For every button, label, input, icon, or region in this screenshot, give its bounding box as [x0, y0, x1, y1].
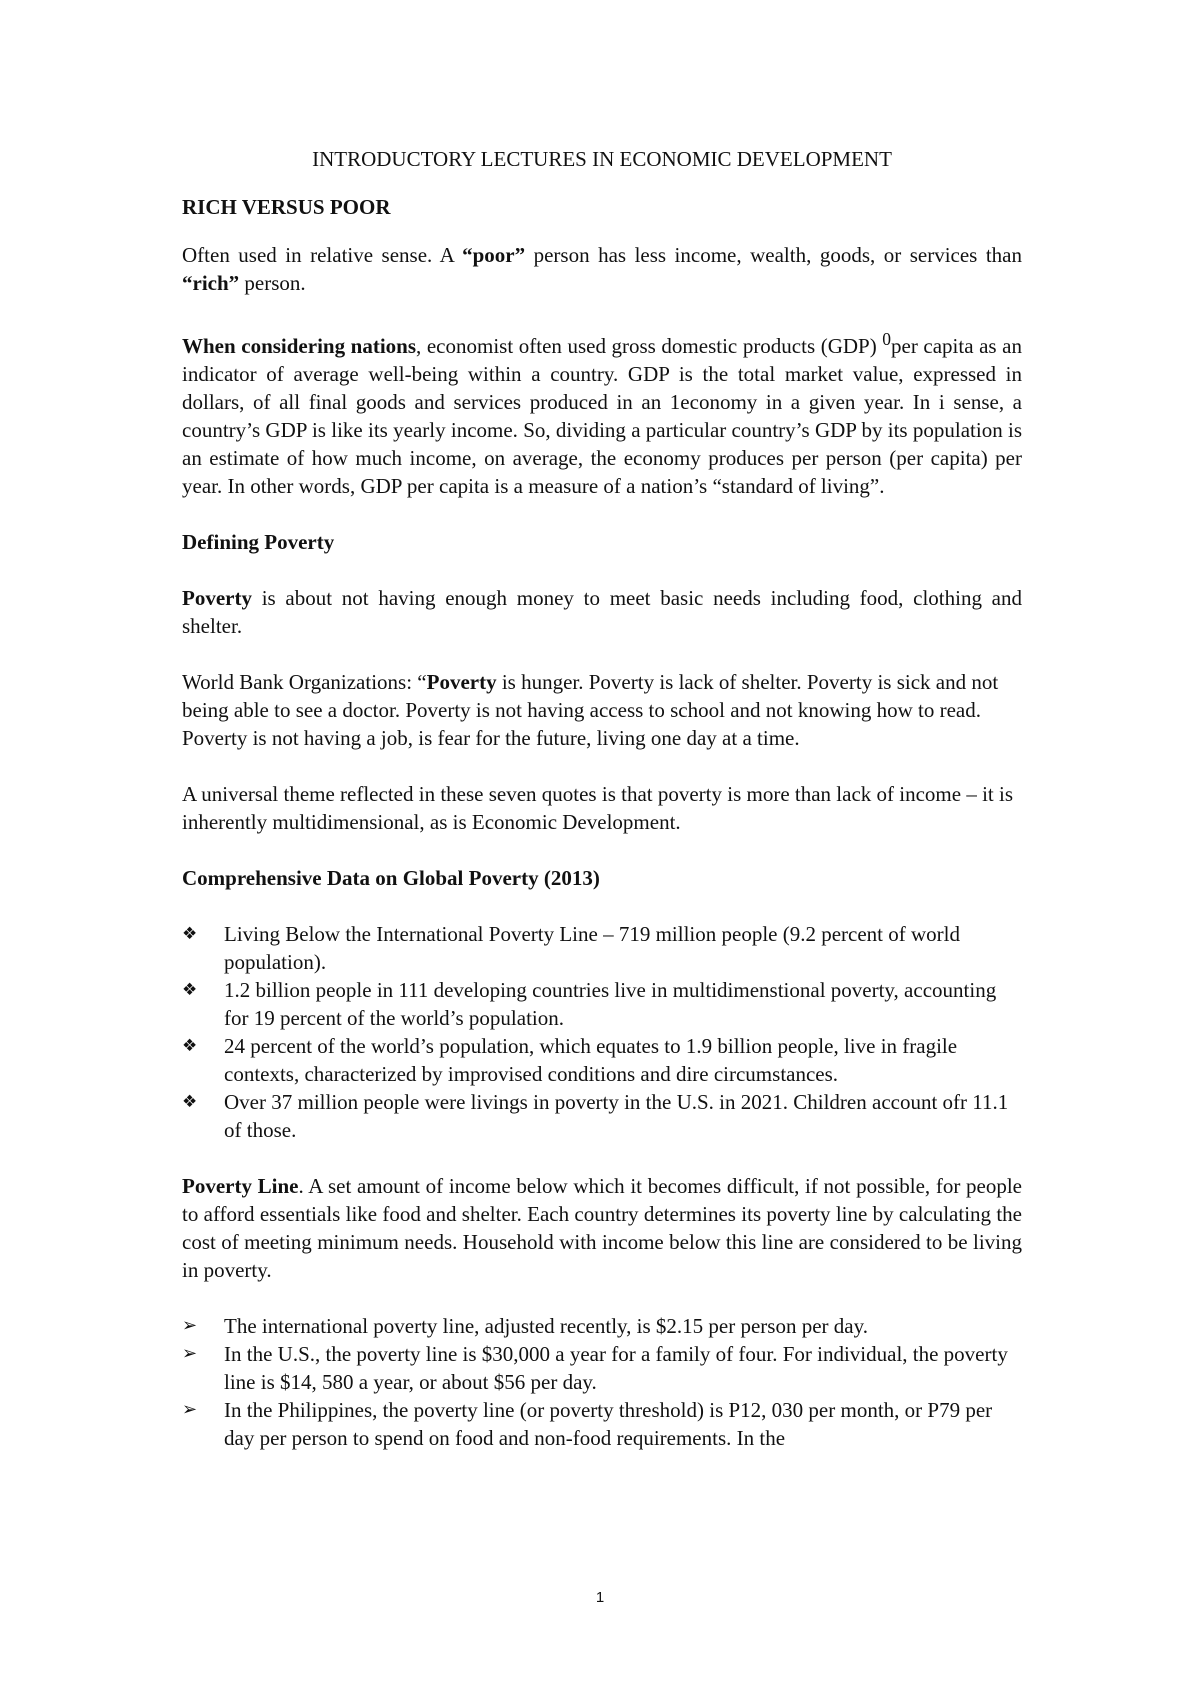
document-title: INTRODUCTORY LECTURES IN ECONOMIC DEVELOPMENT [312, 147, 892, 171]
list-item-text: Living Below the International Poverty Line – 719 million people (9.2 percent of world population). [224, 922, 960, 974]
paragraph-gdp [182, 325, 1022, 500]
list-item-text: In the Philippines, the poverty line (or poverty threshold) is P12, 030 per month, or P79 per day per person to spend on food and non-food requirements. In the [224, 1398, 993, 1450]
list-item [182, 1312, 1022, 1340]
list-item [182, 1088, 1022, 1144]
text-run: . A set amount of income below which it becomes difficult, if not possible, for people to afford essentials like food and shelter. Each country determines its poverty line by calculating the cost of meeting minimum needs. Household with income below this line are considered to be living in poverty. [182, 1174, 1022, 1282]
paragraph-world-bank-quote [182, 668, 1022, 752]
superscript-marker: 0 [882, 329, 892, 349]
global-poverty-bullet-list [182, 920, 1022, 1144]
text-run: World Bank Organizations: “ [182, 670, 427, 694]
paragraph-poverty-definition [182, 584, 1022, 640]
bold-term-nations: When considering nations [182, 334, 417, 358]
text-run: , economist often used gross domestic products (GDP) [416, 334, 883, 358]
text-run: person has less income, wealth, goods, or services than [525, 243, 1022, 267]
document-body [182, 145, 1022, 1480]
list-item-text: 1.2 billion people in 111 developing countries live in multidimenstional poverty, accounting for 19 percent of the world’s population. [224, 978, 997, 1030]
bold-term-poverty: Poverty [182, 586, 252, 610]
bold-term-poverty-line: Poverty Line [182, 1174, 299, 1198]
heading-defining-poverty: Defining Poverty [182, 530, 335, 554]
arrow-bullet-icon: ➢ [182, 1315, 198, 1336]
page-number: 1 [595, 1589, 605, 1606]
list-item [182, 1396, 1022, 1452]
diamond-bullet-icon: ❖ [182, 1036, 198, 1056]
bold-term-rich: “rich” [182, 271, 240, 295]
text-run: Often used in relative sense. A [182, 243, 463, 267]
paragraph-universal-theme: A universal theme reflected in these seven quotes is that poverty is more than lack of income – it is inherently multidimensional, as is Economic Development. [182, 782, 1014, 834]
diamond-bullet-icon: ❖ [182, 980, 198, 1000]
bold-term-poor: “poor” [462, 243, 526, 267]
arrow-bullet-icon: ➢ [182, 1343, 198, 1364]
text-run: person. [239, 271, 306, 295]
list-item [182, 1032, 1022, 1088]
heading-rich-versus-poor: RICH VERSUS POOR [182, 195, 391, 219]
list-item [182, 1340, 1022, 1396]
diamond-bullet-icon: ❖ [182, 1092, 198, 1112]
list-item [182, 976, 1022, 1032]
bold-term-poverty: Poverty [426, 670, 497, 694]
paragraph-relative-sense [182, 241, 1022, 297]
heading-global-poverty-data: Comprehensive Data on Global Poverty (2013) [182, 866, 600, 890]
list-item-text: Over 37 million people were livings in poverty in the U.S. in 2021. Children account ofr 11.1 of those. [224, 1090, 1009, 1142]
diamond-bullet-icon: ❖ [182, 924, 198, 944]
list-item-text: 24 percent of the world’s population, which equates to 1.9 billion people, live in fragile contexts, characterized by improvised conditions and dire circumstances. [224, 1034, 958, 1086]
list-item-text: In the U.S., the poverty line is $30,000 a year for a family of four. For individual, the poverty line is $14, 580 a year, or about $56 per day. [224, 1342, 1008, 1394]
text-run: is hunger. Poverty is lack of shelter. Poverty is sick and not being able to see a doctor. Poverty is not having access to school and not knowing how to read. Poverty is not having a job, is fear for the future, living one day at a time. [182, 670, 999, 750]
arrow-bullet-icon: ➢ [182, 1399, 198, 1420]
list-item [182, 920, 1022, 976]
poverty-line-bullet-list [182, 1312, 1022, 1452]
text-run: per capita as an indicator of average well-being within a country. GDP is the total market value, expressed in dollars, of all final goods and services produced in an 1economy in a given year. In i sense, a country’s GDP is like its yearly income. So, dividing a particular country’s GDP by its population is an estimate of how much income, on average, the economy produces per person (per capita) per year. In other words, GDP per capita is a measure of a nation’s “standard of living”. [182, 334, 1022, 498]
text-run: is about not having enough money to meet basic needs including food, clothing and shelter. [182, 586, 1022, 638]
list-item-text: The international poverty line, adjusted recently, is $2.15 per person per day. [224, 1314, 868, 1338]
paragraph-poverty-line [182, 1172, 1022, 1284]
